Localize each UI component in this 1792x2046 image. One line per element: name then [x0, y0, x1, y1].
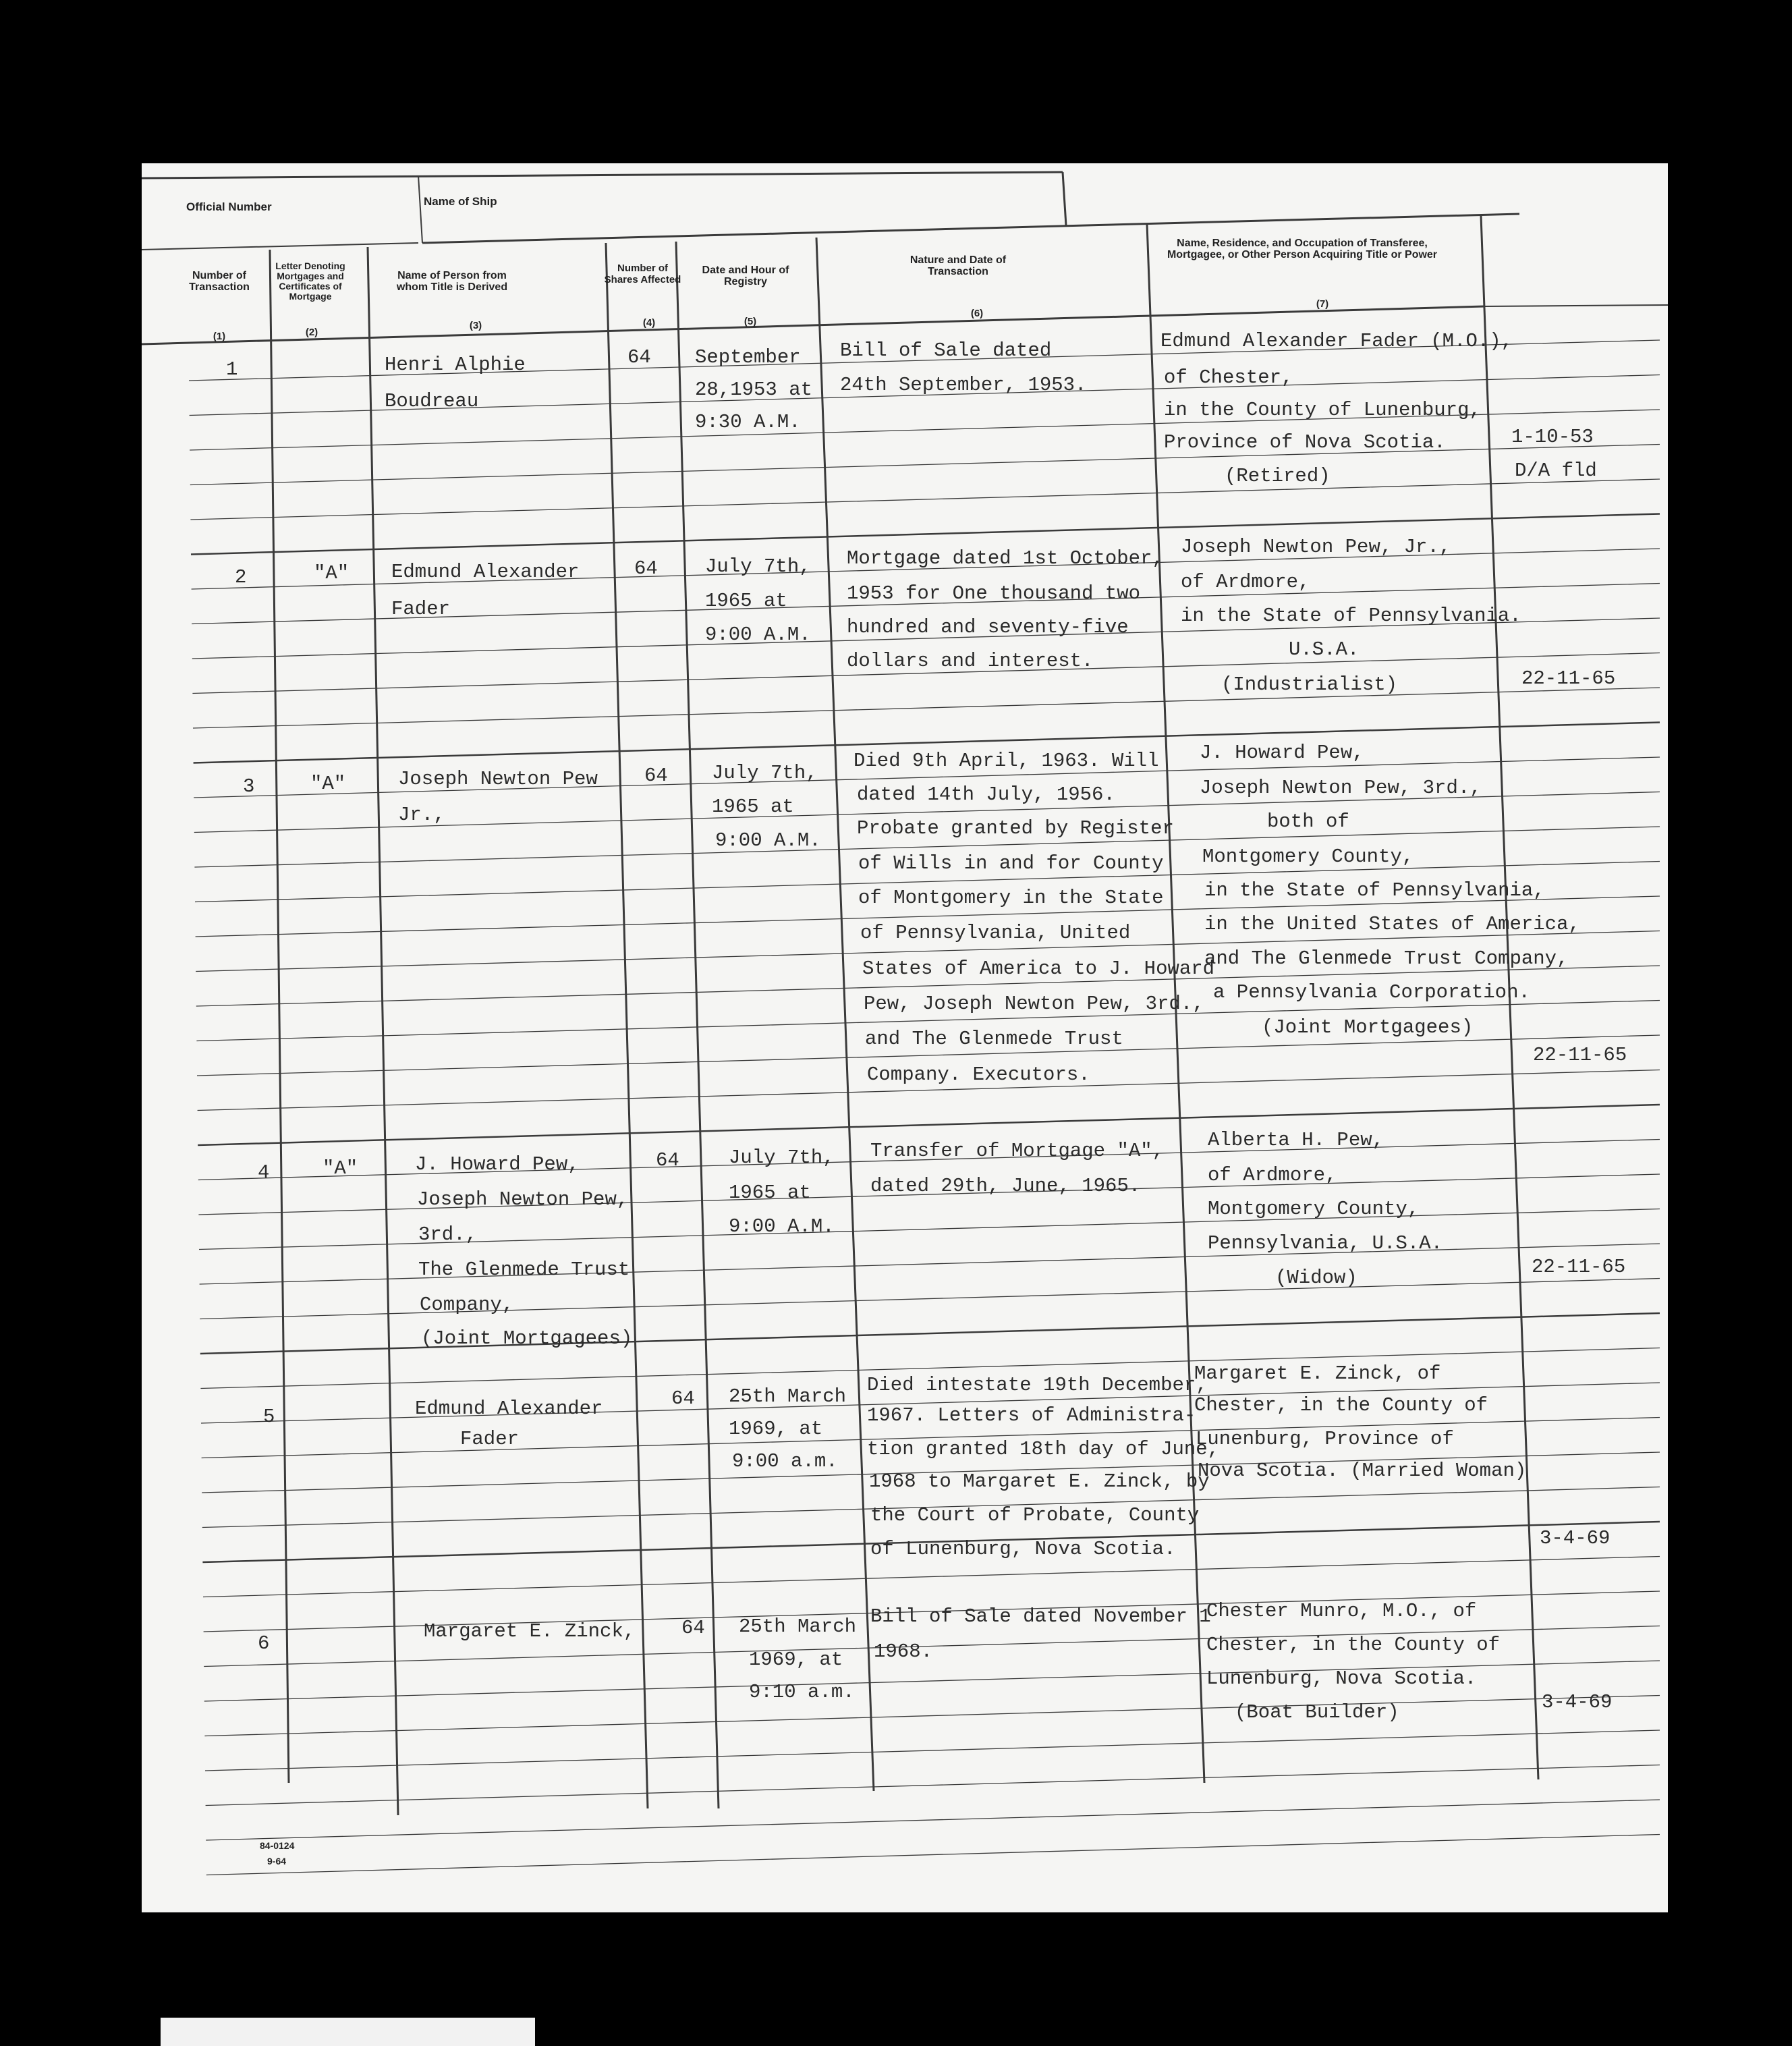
mortgage-letter: "A" [314, 562, 349, 584]
nature-line: tion granted 18th day of June, [867, 1438, 1220, 1460]
entry-separator [198, 1105, 1660, 1145]
note-line: D/A fld [1515, 460, 1597, 482]
column-divider [270, 250, 289, 1783]
column-header-7: Name, Residence, and Occupation of Transferee, Mortgagee, or Other Person Acquiring Title or Power [1167, 238, 1438, 260]
ruled-line [200, 1279, 1660, 1319]
registry-line: 9:30 A.M. [695, 411, 801, 433]
registry-line: 1965 at [729, 1182, 811, 1204]
acquirer-line: (Widow) [1275, 1267, 1357, 1289]
ruled-line [193, 688, 1660, 728]
entry-number: 1 [226, 358, 238, 381]
nature-line: and The Glenmede Trust [865, 1028, 1123, 1050]
form-date: 9-64 [267, 1856, 287, 1867]
nature-line: Mortgage dated 1st October, [847, 547, 1164, 570]
registry-line: 1965 at [712, 796, 794, 818]
acquirer-line: (Joint Mortgagees) [1262, 1016, 1474, 1039]
acquirer-line: (Industrialist) [1221, 673, 1398, 696]
official-number-rule [142, 243, 418, 250]
ruled-line [190, 479, 1660, 520]
from-person-line: Henri Alphie [385, 354, 526, 376]
entry-number: 5 [263, 1406, 275, 1428]
from-person-line: Fader [460, 1428, 520, 1450]
nature-line: of Wills in and for County [858, 852, 1164, 875]
ruled-line [204, 1696, 1660, 1736]
header-bottom-rule-right [1484, 305, 1668, 306]
mortgage-letter: "A" [310, 773, 346, 795]
nature-line: Transfer of Mortgage "A", [870, 1140, 1165, 1162]
nature-line: hundred and seventy-five [847, 616, 1129, 638]
ruled-line [206, 1800, 1660, 1840]
nature-line: 1968. [874, 1640, 933, 1663]
registry-line: 9:00 A.M. [729, 1215, 835, 1238]
acquirer-line: U.S.A. [1289, 638, 1360, 661]
from-person-line: Fader [391, 598, 451, 620]
acquirer-line: Joseph Newton Pew, Jr., [1181, 536, 1451, 558]
nature-line: the Court of Probate, County [870, 1504, 1200, 1526]
name-of-ship-label: Name of Ship [424, 195, 497, 208]
registry-line: 1969, at [729, 1418, 823, 1440]
registry-line: 28,1953 at [695, 379, 813, 401]
registry-line: July 7th, [729, 1146, 835, 1169]
acquirer-line: Pennsylvania, U.S.A. [1208, 1232, 1443, 1254]
column-number-3: (3) [469, 320, 482, 331]
from-person-line: J. Howard Pew, [415, 1153, 580, 1176]
nature-line: 1968 to Margaret E. Zinck, by [869, 1470, 1210, 1493]
from-person-line: (Joint Mortgagees) [421, 1327, 633, 1350]
acquirer-line: Montgomery County, [1202, 846, 1414, 868]
from-person-line: The Glenmede Trust [418, 1259, 630, 1281]
column-number-4: (4) [642, 317, 656, 329]
from-person-line: Edmund Alexander [391, 561, 580, 583]
ruled-line [206, 1835, 1660, 1875]
mortgage-letter: "A" [323, 1157, 358, 1180]
registry-line: 1969, at [749, 1649, 843, 1671]
entry-number: 3 [243, 775, 255, 798]
column-number-7: (7) [1316, 298, 1329, 310]
ruled-line [203, 1557, 1660, 1597]
registry-line: 9:00 A.M. [715, 829, 821, 852]
acquirer-line: Edmund Alexander Fader (M.O.), [1160, 330, 1513, 352]
entry-separator [200, 1313, 1660, 1354]
acquirer-line: Alberta H. Pew, [1208, 1129, 1384, 1151]
register-page [142, 163, 1668, 1912]
note-line: 3-4-69 [1542, 1691, 1613, 1713]
from-person-line: Joseph Newton Pew, [417, 1188, 629, 1211]
acquirer-line: Montgomery County, [1208, 1198, 1420, 1220]
note-line: 22-11-65 [1521, 667, 1616, 690]
from-person-line: Boudreau [385, 390, 479, 412]
form-number: 84-0124 [260, 1840, 295, 1851]
entry-number: 2 [235, 566, 247, 588]
ruled-line [206, 1765, 1660, 1806]
from-person-line: Company, [420, 1294, 514, 1316]
nature-line: dated 14th July, 1956. [857, 783, 1115, 806]
column-divider [606, 243, 648, 1808]
registry-line: 9:00 a.m. [732, 1450, 838, 1472]
acquirer-line: in the County of Lunenburg, [1164, 399, 1481, 421]
note-line: 22-11-65 [1532, 1256, 1626, 1278]
acquirer-line: of Ardmore, [1181, 571, 1310, 593]
from-person-line: Margaret E. Zinck, [424, 1620, 636, 1642]
nature-line: 1967. Letters of Administra- [867, 1404, 1196, 1427]
acquirer-line: (Retired) [1225, 465, 1331, 487]
nature-line: Bill of Sale dated November 1 [870, 1605, 1211, 1628]
from-person-line: Edmund Alexander [415, 1398, 603, 1420]
note-line: 22-11-65 [1533, 1044, 1627, 1066]
shares-value: 64 [656, 1149, 679, 1171]
registry-line: July 7th, [705, 555, 811, 578]
nature-line: Company. Executors. [867, 1063, 1090, 1086]
acquirer-line: Province of Nova Scotia. [1164, 431, 1446, 453]
registry-line: 25th March [729, 1385, 847, 1408]
from-person-line: Jr., [398, 804, 445, 826]
acquirer-line: Lunenburg, Nova Scotia. [1206, 1667, 1477, 1690]
shares-value: 64 [634, 557, 658, 580]
registry-line: September [695, 346, 801, 368]
entry-number: 4 [258, 1161, 270, 1184]
nature-line: dollars and interest. [847, 650, 1094, 672]
acquirer-line: both of [1267, 810, 1349, 833]
shares-value: 64 [671, 1387, 695, 1410]
acquirer-line: Lunenburg, Province of [1196, 1428, 1454, 1450]
registry-line: 25th March [739, 1615, 857, 1638]
acquirer-line: (Boat Builder) [1235, 1701, 1399, 1723]
nature-line: 24th September, 1953. [840, 374, 1087, 396]
registry-line: July 7th, [712, 762, 818, 784]
acquirer-line: in the United States of America, [1204, 913, 1580, 935]
ruled-line [205, 1730, 1660, 1771]
registry-line: 1965 at [705, 590, 787, 612]
column-number-1: (1) [213, 331, 226, 342]
note-line: 1-10-53 [1511, 426, 1594, 448]
acquirer-line: Chester, in the County of [1194, 1394, 1488, 1416]
nature-line: of Pennsylvania, United [860, 922, 1131, 944]
nature-line: States of America to J. Howard [862, 958, 1215, 980]
shares-value: 64 [627, 346, 651, 368]
acquirer-line: a Pennsylvania Corporation. [1213, 981, 1530, 1003]
acquirer-line: Chester, in the County of [1206, 1634, 1501, 1656]
acquirer-line: Nova Scotia. (Married Woman) [1198, 1460, 1527, 1482]
nature-line: Died intestate 19th December, [867, 1374, 1208, 1396]
shares-value: 64 [644, 765, 668, 787]
column-header-5: Date and Hour of Registry [702, 265, 789, 287]
column-header-1: Number of Transaction [189, 270, 250, 293]
official-number-label: Official Number [186, 200, 272, 213]
note-line: 3-4-69 [1540, 1527, 1611, 1549]
acquirer-line: of Chester, [1164, 366, 1293, 389]
from-person-line: Joseph Newton Pew [398, 768, 598, 790]
ship-box-left [418, 175, 422, 243]
entry-number: 6 [258, 1632, 270, 1655]
acquirer-line: in the State of Pennsylvania. [1181, 605, 1521, 627]
ship-box-right [1063, 172, 1066, 225]
acquirer-line: J. Howard Pew, [1200, 742, 1364, 764]
nature-line: Bill of Sale dated [840, 339, 1052, 362]
column-header-6: Nature and Date of Transaction [909, 254, 1007, 277]
column-header-3: Name of Person from whom Title is Derived [396, 270, 508, 293]
column-number-5: (5) [744, 316, 757, 327]
from-person-line: 3rd., [418, 1223, 478, 1246]
column-header-2: Letter Denoting Mortgages and Certificates of Mortgage [275, 260, 345, 302]
nature-line: Probate granted by Register [857, 817, 1174, 839]
nature-line: dated 29th, June, 1965. [870, 1175, 1141, 1197]
shares-value: 64 [681, 1617, 705, 1639]
column-number-2: (2) [305, 327, 318, 338]
nature-line: Pew, Joseph Newton Pew, 3rd., [864, 993, 1204, 1015]
registry-line: 9:00 A.M. [705, 624, 811, 646]
nature-line: Died 9th April, 1963. Will [853, 750, 1159, 772]
acquirer-line: Margaret E. Zinck, of [1194, 1362, 1441, 1385]
film-edge-strip [161, 2018, 535, 2046]
nature-line: 1953 for One thousand two [847, 582, 1141, 605]
acquirer-line: of Ardmore, [1208, 1164, 1337, 1186]
column-divider [676, 242, 719, 1808]
column-header-4: Number of Shares Affected [604, 262, 681, 285]
acquirer-line: and The Glenmede Trust Company, [1204, 947, 1569, 970]
column-number-6: (6) [970, 308, 984, 319]
column-divider [368, 247, 398, 1815]
acquirer-line: Joseph Newton Pew, 3rd., [1200, 777, 1482, 799]
nature-line: of Montgomery in the State [858, 887, 1164, 909]
registry-line: 9:10 a.m. [749, 1681, 855, 1703]
nature-line: of Lunenburg, Nova Scotia. [870, 1538, 1176, 1560]
top-border [142, 172, 1063, 178]
acquirer-line: in the State of Pennsylvania, [1204, 879, 1545, 902]
acquirer-line: Chester Munro, M.O., of [1206, 1600, 1477, 1622]
